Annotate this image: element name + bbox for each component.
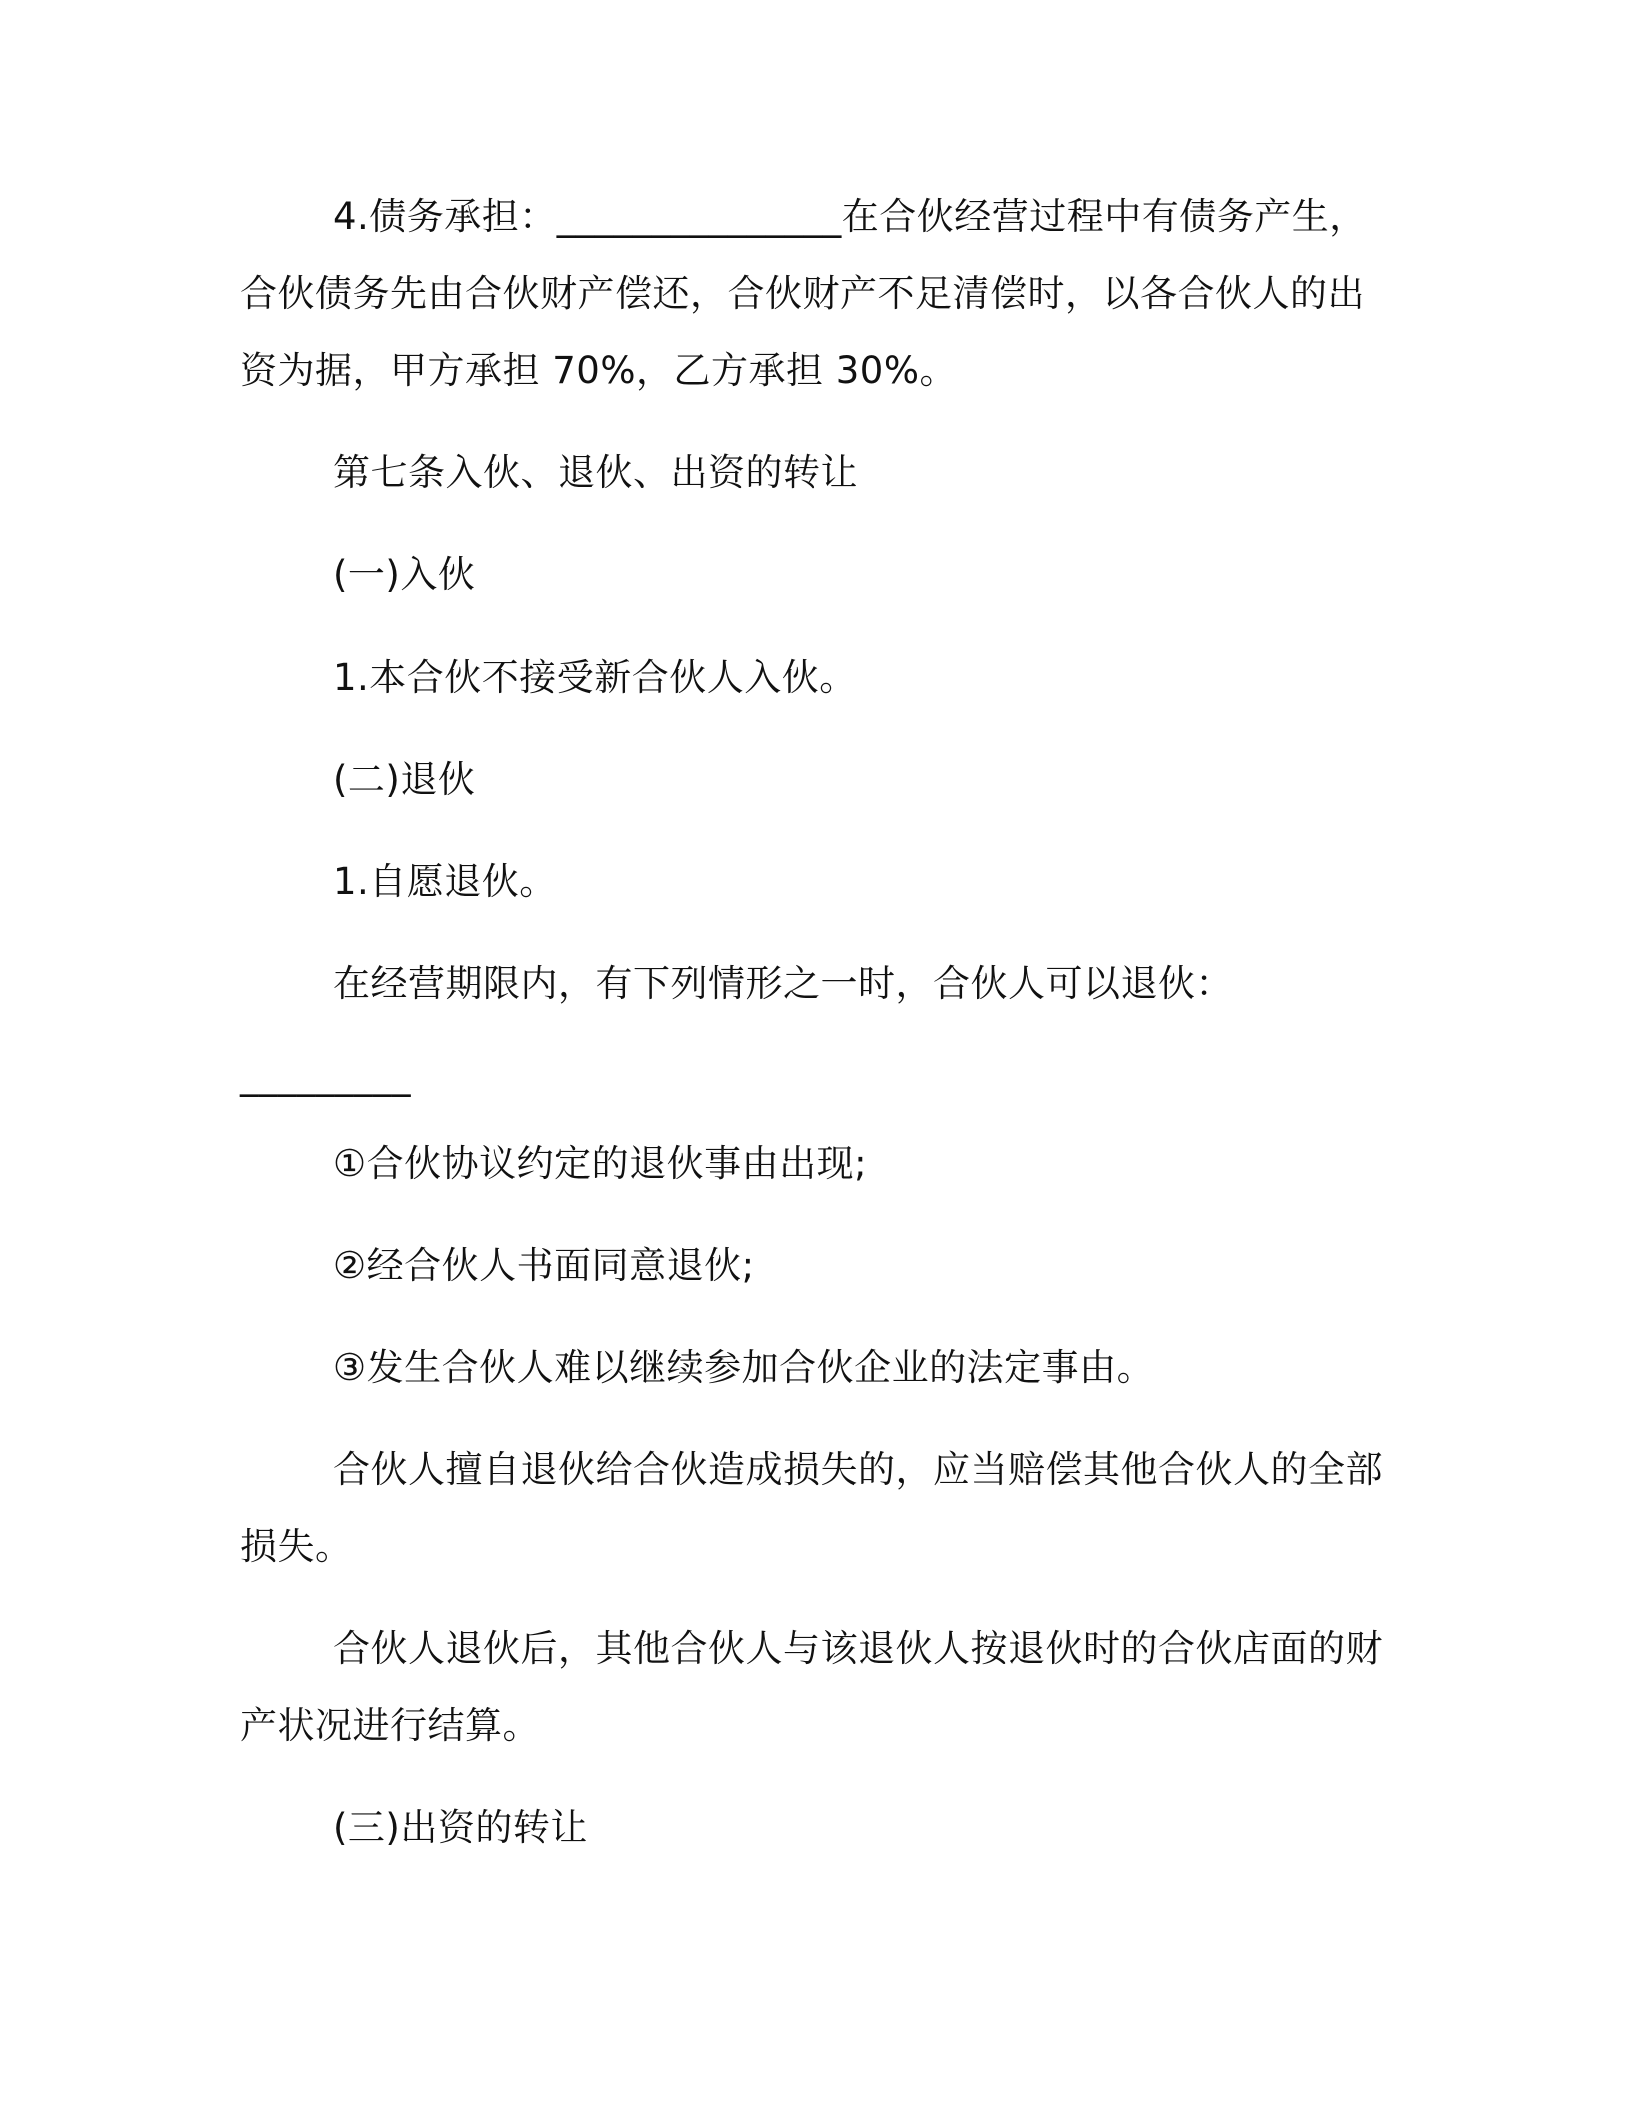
withdrawal-condition-2: ②经合伙人书面同意退伙; [333, 1244, 755, 1287]
withdrawal-conditions-intro: 在经营期限内，有下列情形之一时，合伙人可以退伙： [333, 962, 1233, 1005]
debt-clause-line-2: 合伙债务先由合伙财产偿还，合伙财产不足清偿时，以各合伙人的出 [240, 272, 1365, 315]
settlement-line-2: 产状况进行结算。 [240, 1704, 540, 1747]
withdrawal-condition-1: ①合伙协议约定的退伙事由出现; [333, 1142, 868, 1185]
withdrawal-condition-3: ③发生合伙人难以继续参加合伙企业的法定事由。 [333, 1346, 1155, 1389]
blank-fill-line: _________ [240, 1054, 411, 1097]
debt-clause-line-1: 4.债务承担：_______________在合伙经营过程中有债务产生， [333, 195, 1367, 238]
debt-clause-line-3: 资为据，甲方承担 70%，乙方承担 30%。 [240, 349, 957, 392]
article-seven-heading: 第七条入伙、退伙、出资的转让 [333, 451, 858, 494]
joining-item-1: 1.本合伙不接受新合伙人入伙。 [333, 656, 857, 699]
unauthorized-withdrawal-line-2: 损失。 [240, 1525, 353, 1568]
section-transfer-heading: (三)出资的转让 [333, 1806, 588, 1849]
withdrawal-item-1: 1.自愿退伙。 [333, 860, 557, 903]
section-withdrawal-heading: (二)退伙 [333, 758, 476, 801]
settlement-line-1: 合伙人退伙后，其他合伙人与该退伙人按退伙时的合伙店面的财 [333, 1627, 1383, 1670]
unauthorized-withdrawal-line-1: 合伙人擅自退伙给合伙造成损失的，应当赔偿其他合伙人的全部 [333, 1448, 1383, 1491]
section-joining-heading: (一)入伙 [333, 553, 476, 596]
